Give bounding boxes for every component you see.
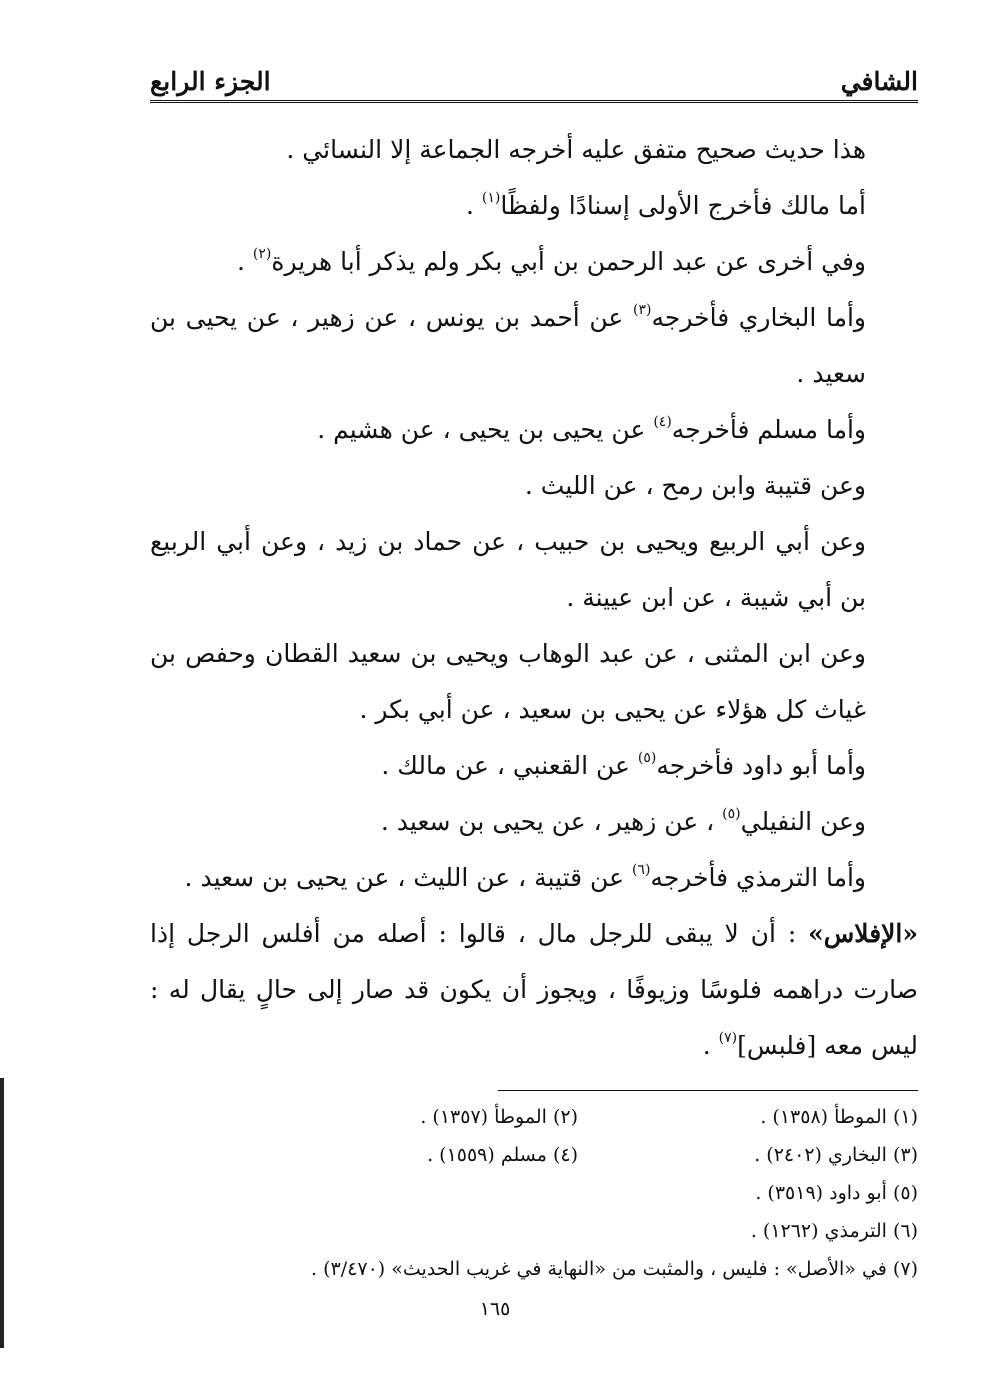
paragraph: وأما مسلم فأخرجه$^{(٤)}$ عن يحيى بن يحيى ، عن هشيم . bbox=[317, 414, 866, 444]
footnote-ref[interactable]: (١) bbox=[481, 190, 501, 206]
main-text bbox=[150, 122, 918, 1074]
footnote-ref[interactable]: (٥) bbox=[637, 750, 657, 766]
book-title: الشافي bbox=[840, 67, 918, 96]
paragraph: وعن أبي الربيع ويحيى بن حبيب ، عن حماد بن زيد ، وعن أبي الربيع بن أبي شيبة ، عن ابن عيينة . bbox=[150, 527, 866, 612]
paragraph: وفي أخرى عن عبد الرحمن بن أبي بكر ولم يذكر أبا هريرة$^{(٢)}$ . bbox=[237, 246, 866, 276]
paragraph: وعن قتيبة وابن رمح ، عن الليث . bbox=[524, 471, 866, 500]
footnote-ref[interactable]: (٦) bbox=[631, 862, 651, 878]
scan-edge bbox=[0, 1078, 4, 1348]
footnote-ref[interactable]: (٤) bbox=[653, 414, 672, 430]
footnote: (٦) الترمذي (١٢٦٢) . bbox=[750, 1220, 918, 1242]
volume-label: الجزء الرابع bbox=[150, 67, 271, 96]
footnote-ref[interactable]: (٣) bbox=[633, 302, 652, 318]
page-number: ١٦٥ bbox=[479, 1298, 511, 1320]
definition-paragraph: «الإفلاس» : أن لا يبقى للرجل مال ، قالوا : أصله من أفلس الرجل إذا صارت دراهمه فلوسًا وزيوفًا ، ويجوز أن يكون قد صار إلى حالٍ يقال له : ليس معه [فلبس]$^{(٧)}$ . bbox=[150, 919, 918, 1060]
footnote: (٢) الموطأ (١٣٥٧) . bbox=[420, 1106, 578, 1128]
running-header bbox=[150, 58, 918, 103]
paragraph: وأما أبو داود فأخرجه$^{(٥)}$ عن القعنبي ، عن مالك . bbox=[381, 750, 866, 780]
footnote-ref[interactable]: (٥) bbox=[722, 806, 741, 822]
paragraph: أما مالك فأخرج الأولى إسنادًا ولفظًا$^{(١)}$ . bbox=[465, 190, 866, 220]
footnote-separator bbox=[498, 1090, 918, 1091]
paragraph: وأما البخاري فأخرجه$^{(٣)}$ عن أحمد بن يونس ، عن زهير ، عن يحيى بن سعيد . bbox=[150, 302, 866, 388]
footnote: (٣) البخاري (٢٤٠٢) . bbox=[754, 1144, 918, 1166]
footnotes bbox=[150, 1098, 918, 1288]
paragraph: وعن النفيلي$^{(٥)}$ ، عن زهير ، عن يحيى بن سعيد . bbox=[380, 806, 866, 836]
footnote-ref[interactable]: (٧) bbox=[718, 1030, 738, 1046]
definition-keyword: «الإفلاس» bbox=[808, 919, 918, 948]
paragraph: هذا حديث صحيح متفق عليه أخرجه الجماعة إلا النسائي . bbox=[286, 135, 866, 164]
footnote: (٥) أبو داود (٣٥١٩) . bbox=[755, 1182, 918, 1204]
footnote: (٤) مسلم (١٥٥٩) . bbox=[427, 1144, 578, 1166]
footnote: (١) الموطأ (١٣٥٨) . bbox=[760, 1106, 918, 1128]
paragraph: وأما الترمذي فأخرجه$^{(٦)}$ عن قتيبة ، عن الليث ، عن يحيى بن سعيد . bbox=[184, 862, 866, 892]
footnote-ref[interactable]: (٢) bbox=[252, 246, 272, 262]
footnote: (٧) في «الأصل» : فليس ، والمثبت من «النهاية في غريب الحديث» (٣/٤٧٠) . bbox=[311, 1258, 918, 1280]
paragraph: وعن ابن المثنى ، عن عبد الوهاب ويحيى بن سعيد القطان وحفص بن غياث كل هؤلاء عن يحيى بن سعيد ، عن أبي بكر . bbox=[150, 639, 866, 724]
